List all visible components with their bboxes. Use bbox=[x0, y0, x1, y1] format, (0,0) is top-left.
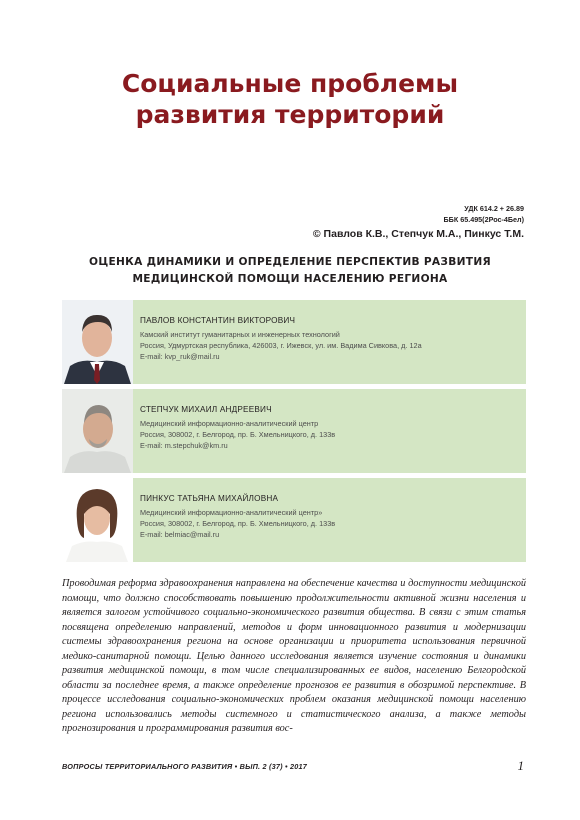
author-address: Россия, Удмуртская республика, 426003, г. Ижевск, ул. им. Вадима Сивкова, д. 12а bbox=[140, 341, 422, 350]
author-organization: Медицинский информационно-аналитический центр bbox=[140, 419, 319, 428]
bbk-code: ББК 65.495(2Рос-4Бел) bbox=[443, 215, 524, 224]
author-address: Россия, 308002, г. Белгород, пр. Б. Хмельницкого, д. 133в bbox=[140, 430, 336, 439]
author-organization: Камский институт гуманитарных и инженерных технологий bbox=[140, 330, 340, 339]
author-photo bbox=[62, 478, 133, 562]
page-number: 1 bbox=[517, 758, 524, 773]
author-card-stepchuk bbox=[62, 389, 526, 473]
author-address: Россия, 308002, г. Белгород, пр. Б. Хмельницкого, д. 133в bbox=[140, 519, 336, 528]
author-email: E-mail: kvp_ruk@mail.ru bbox=[140, 352, 220, 361]
author-name: ПАВЛОВ КОНСТАНТИН ВИКТОРОВИЧ bbox=[140, 316, 296, 325]
copyright-authors: © Павлов К.В., Степчук М.А., Пинкус Т.М. bbox=[312, 228, 524, 240]
author-info bbox=[140, 405, 335, 451]
article-title bbox=[40, 254, 540, 288]
section-title bbox=[0, 68, 580, 130]
section-title-line-1: Социальные проблемы bbox=[121, 69, 459, 98]
udk-code: УДК 614.2 + 26.89 bbox=[464, 204, 524, 213]
abstract-text: Проводимая реформа здравоохранения направлена на обеспечение качества и доступности медицинской помощи, что должно способствовать повышению продолжительности активной жизни населения и является залогом устойчивого социально-экономического развития общества. В связи с этим статья посвящена определению направлений, методов и форм инновационного развития и модернизации системы здравоохранения региона на основе организации и приоритета использования первичной медико-санитарной помощи. Целью данного исследования является изучение состояния и динамики развития медицинской помощи, в том числе специализированных ее видов, населению Белгородской области за последнее время, а также определение прогнозов ее развития в обозримой перспективе. В процессе исследования социально-экономических проблем оказания медицинской помощи населению региона использовались методы системного и статистического анализа, а также методы прогнозирования и программирования развития вос- bbox=[62, 578, 526, 734]
author-photo bbox=[62, 300, 133, 384]
author-email: E-mail: belmiac@mail.ru bbox=[140, 530, 220, 539]
journal-footer: ВОПРОСЫ ТЕРРИТОРИАЛЬНОГО РАЗВИТИЯ • ВЫП. 2 (37) • 2017 bbox=[62, 762, 307, 771]
author-card-pinkus bbox=[62, 478, 526, 562]
article-title-line-2: МЕДИЦИНСКОЙ ПОМОЩИ НАСЕЛЕНИЮ РЕГИОНА bbox=[132, 273, 448, 285]
author-info bbox=[140, 316, 422, 362]
section-title-line-2: развития территорий bbox=[135, 100, 445, 129]
article-title-line-1: ОЦЕНКА ДИНАМИКИ И ОПРЕДЕЛЕНИЕ ПЕРСПЕКТИВ РАЗВИТИЯ bbox=[89, 256, 491, 268]
author-email: E-mail: m.stepchuk@km.ru bbox=[140, 441, 228, 450]
author-name: СТЕПЧУК МИХАИЛ АНДРЕЕВИЧ bbox=[140, 405, 272, 414]
author-name: ПИНКУС ТАТЬЯНА МИХАЙЛОВНА bbox=[140, 494, 279, 503]
author-organization: Медицинский информационно-аналитический центр» bbox=[140, 508, 323, 517]
author-info bbox=[140, 494, 335, 540]
classification-codes bbox=[443, 203, 524, 225]
author-card-pavlov bbox=[62, 300, 526, 384]
author-photo bbox=[62, 389, 133, 473]
